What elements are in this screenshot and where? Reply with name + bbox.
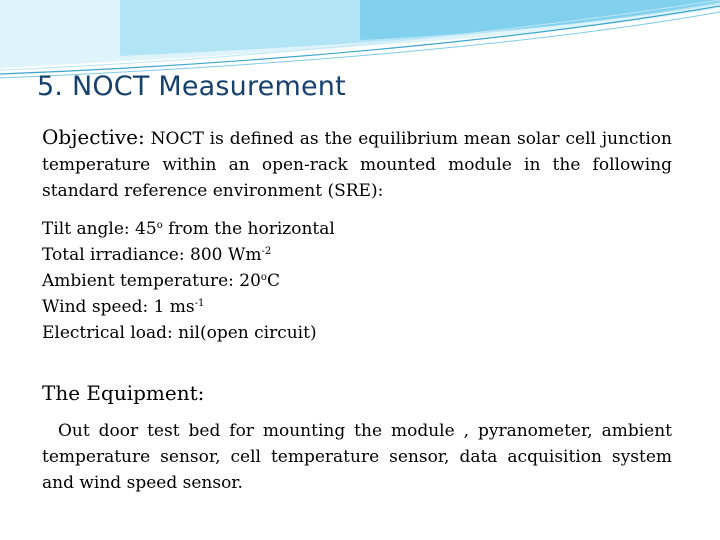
sre-conditions-list <box>42 216 672 346</box>
objective-paragraph <box>42 124 672 204</box>
tilt-angle-sup: o <box>156 220 163 231</box>
condition-ambient-temperature <box>42 268 672 294</box>
objective-label: Objective: <box>42 125 145 149</box>
wind-sup: -1 <box>194 298 205 309</box>
slide-body <box>42 124 672 496</box>
slide-title: 5. NOCT Measurement <box>37 71 346 102</box>
ambient-text: Ambient temperature: 20 <box>42 271 261 291</box>
tilt-angle-text: Tilt angle: 45 <box>42 219 157 239</box>
ambient-suffix: C <box>266 271 280 291</box>
condition-electrical-load: Electrical load: nil(open circuit) <box>42 323 317 343</box>
wind-text: Wind speed: 1 ms <box>42 297 195 317</box>
equipment-text: Out door test bed for mounting the module , pyranometer, ambient temperature sensor, cell temperature sensor, data acquisition system and wind speed sensor. <box>42 421 672 493</box>
ambient-sup: o <box>260 272 267 283</box>
equipment-heading: The Equipment: <box>42 381 205 405</box>
condition-tilt-angle <box>42 216 672 242</box>
condition-total-irradiance <box>42 242 672 268</box>
wave-band-bright <box>360 0 720 40</box>
objective-text: NOCT is defined as the equilibrium mean solar cell junction temperature within an open-rack mounted module in the following standard reference environment (SRE): <box>42 129 672 201</box>
irradiance-sup: -2 <box>261 246 272 257</box>
irradiance-text: Total irradiance: 800 Wm <box>42 245 262 265</box>
tilt-angle-suffix: from the horizontal <box>162 219 335 239</box>
condition-wind-speed <box>42 294 672 320</box>
